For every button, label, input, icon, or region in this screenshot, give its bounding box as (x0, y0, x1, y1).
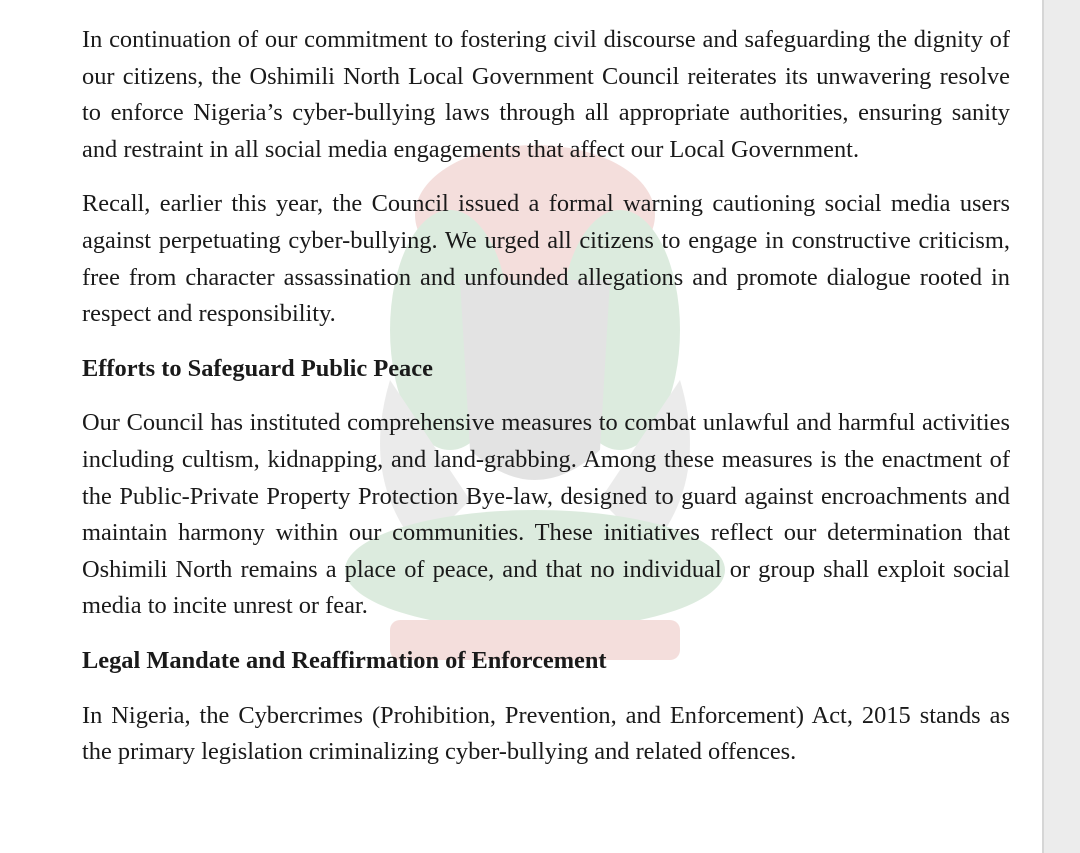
paragraph-recall: Recall, earlier this year, the Council issued a formal warning cautioning social media users against perpetuating cyber-bullying. We urged all citizens to engage in constructive criticism, free from character assassination and unfounded allegations and promote dialogue rooted in respect and responsibility. (82, 190, 1010, 328)
paragraph-intro: In continuation of our commitment to fostering civil discourse and safeguarding the dignity of our citizens, the Oshimili North Local Government Council reiterates its unwavering resolve to enforce Nigeria’s cyber-bullying laws through all appropriate authorities, ensuring sanity and restraint in all social media engagements that affect our Local Government. (82, 26, 1010, 163)
paragraph-public-peace: Our Council has instituted comprehensive measures to combat unlawful and harmful activities including cultism, kidnapping, and land-grabbing. Among these measures is the enactment of the Public-Private Property Protection Bye-law, designed to guard against encroachments and maintain harmony within our communities. These initiatives reflect our determination that Oshimili North remains a place of peace, and that no individual or group shall exploit social media to incite unrest or fear. (82, 409, 1010, 620)
page-edge (1042, 0, 1044, 853)
document-body (82, 22, 1010, 789)
heading-legal-mandate: Legal Mandate and Reaffirmation of Enforcement (82, 646, 607, 674)
page-gutter (1042, 0, 1080, 853)
paragraph-legal-mandate: In Nigeria, the Cybercrimes (Prohibition, Prevention, and Enforcement) Act, 2015 stands as the primary legislation criminalizing cyber-bullying and related offences. (82, 701, 1010, 766)
heading-public-peace: Efforts to Safeguard Public Peace (82, 354, 433, 382)
